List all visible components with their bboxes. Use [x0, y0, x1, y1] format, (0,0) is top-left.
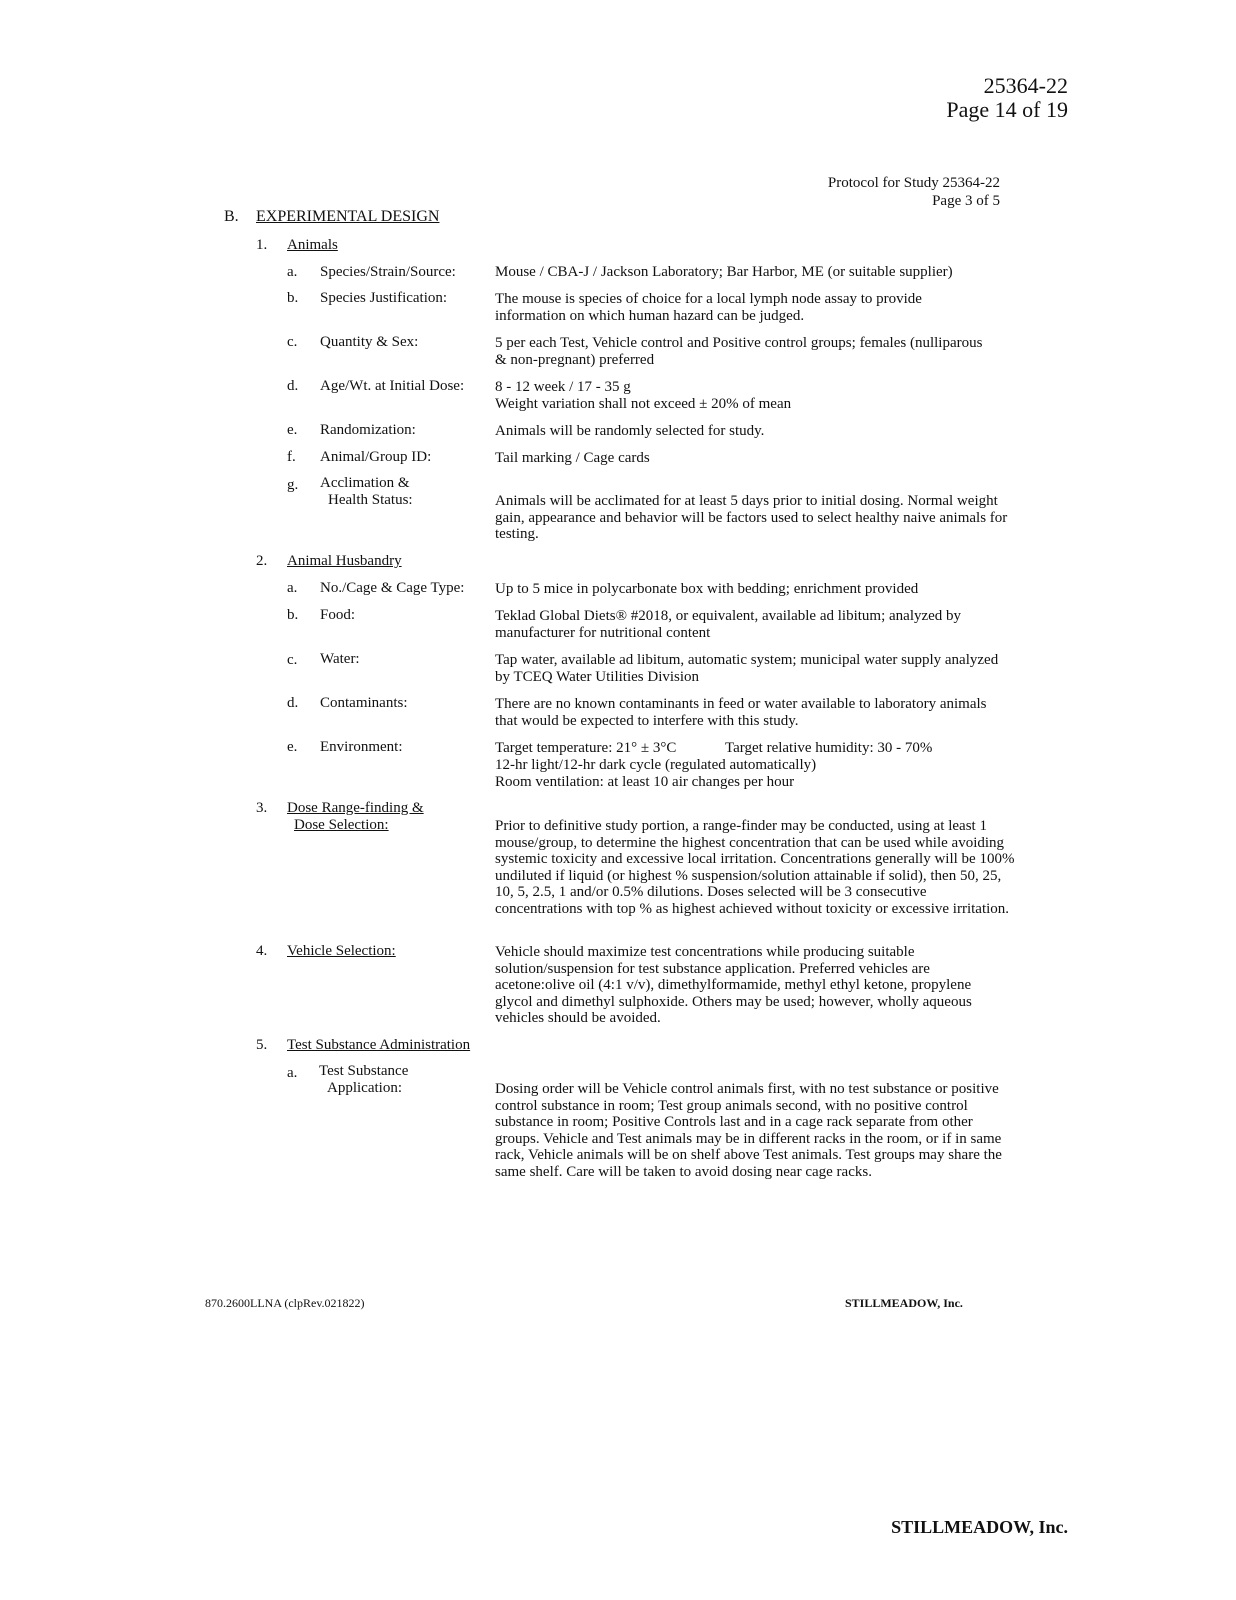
row-value-line3: Room ventilation: at least 10 air changes per hour: [495, 774, 795, 790]
protocol-page-number: Page 3 of 5: [932, 193, 1000, 209]
document-id: 25364-22: [983, 73, 1068, 98]
row-letter: b.: [287, 607, 299, 623]
row-value: Animals will be acclimated for at least 5 days prior to initial dosing. Normal weight gain, appearance and behavior will be factors used to select healthy naive animals for testing.: [495, 493, 1008, 542]
row-label: Food:: [320, 607, 356, 623]
row-value: 8 - 12 week / 17 - 35 g: [495, 379, 631, 395]
row-value: 5 per each Test, Vehicle control and Positive control groups; females (nulliparous & non-pregnant) preferred: [495, 335, 983, 368]
item-number: 2.: [256, 553, 268, 569]
row-label: Species Justification:: [320, 290, 448, 306]
row-letter: d.: [287, 378, 299, 394]
item-number: 3.: [256, 800, 268, 816]
row-label: Contaminants:: [320, 695, 408, 711]
row-value: Target temperature: 21° ± 3°C: [495, 740, 677, 756]
row-value: The mouse is species of choice for a local lymph node assay to provide information on which human hazard can be judged.: [495, 291, 922, 324]
item-title-husbandry: Animal Husbandry: [287, 553, 402, 569]
footer-company: STILLMEADOW, Inc.: [845, 1296, 963, 1310]
row-value: There are no known contaminants in feed or water available to laboratory animals that would be expected to interfere with this study.: [495, 696, 987, 729]
row-value: Tap water, available ad libitum, automatic system; municipal water supply analyzed by TCEQ Water Utilities Division: [495, 652, 999, 685]
row-letter: e.: [287, 422, 298, 438]
row-letter: g.: [287, 477, 299, 493]
row-label: Acclimation &: [320, 475, 410, 491]
item-title-admin: Test Substance Administration: [287, 1037, 471, 1053]
row-letter: c.: [287, 652, 298, 668]
item-title-dose-range-line2: Dose Selection:: [294, 817, 389, 833]
company-name: STILLMEADOW, Inc.: [891, 1517, 1068, 1537]
item-number: 5.: [256, 1037, 268, 1053]
item-title-dose-range: Dose Range-finding &: [287, 800, 424, 816]
row-value: Animals will be randomly selected for study.: [495, 423, 765, 439]
row-letter: a.: [287, 1065, 298, 1081]
row-letter: d.: [287, 695, 299, 711]
row-value: Mouse / CBA-J / Jackson Laboratory; Bar Harbor, ME (or suitable supplier): [495, 264, 953, 280]
row-label: Environment:: [320, 739, 403, 755]
row-value-humidity: Target relative humidity: 30 - 70%: [725, 740, 933, 756]
item-value: Vehicle should maximize test concentrations while producing suitable solution/suspension for test substance application. Preferred vehicles are acetone:olive oil (4:1 v/v), dimethylformamide, methyl ethyl ketone, propylene glycol and dimethyl sulphoxide. Others may be used; however, wholly aqueous vehicles should be avoided.: [495, 944, 972, 1026]
row-value-line2: Weight variation shall not exceed ± 20% of mean: [495, 396, 792, 412]
row-value: Tail marking / Cage cards: [495, 450, 650, 466]
row-letter: f.: [287, 449, 296, 465]
section-title: EXPERIMENTAL DESIGN: [256, 208, 440, 225]
row-label: Animal/Group ID:: [320, 449, 432, 465]
row-label-line2: Health Status:: [328, 492, 413, 508]
section-letter: B.: [224, 208, 239, 225]
protocol-title: Protocol for Study 25364-22: [827, 175, 1000, 191]
row-label: Species/Strain/Source:: [320, 264, 456, 280]
row-value: Dosing order will be Vehicle control animals first, with no test substance or positive control substance in room; Test group animals second, with no positive control substance in room; Positive Controls last and in a cage rack separate from other groups. Vehicle and Test animals may be in different racks in the room, or if in same rack, Vehicle animals will be on shelf above Test animals. Test groups may share the same shelf. Care will be taken to avoid dosing near cage racks.: [495, 1081, 1002, 1180]
row-label: Age/Wt. at Initial Dose:: [320, 378, 465, 394]
form-identifier: 870.2600LLNA (clpRev.021822): [205, 1296, 365, 1310]
row-label: Water:: [320, 651, 360, 667]
row-label-line2: Application:: [327, 1080, 402, 1096]
row-value: Teklad Global Diets® #2018, or equivalent, available ad libitum; analyzed by manufacturer for nutritional content: [495, 608, 962, 641]
row-letter: c.: [287, 334, 298, 350]
page-number: Page 14 of 19: [946, 97, 1068, 122]
row-letter: a.: [287, 264, 298, 280]
row-label: Test Substance: [319, 1063, 409, 1079]
row-letter: b.: [287, 290, 299, 306]
item-number: 1.: [256, 237, 268, 253]
item-value: Prior to definitive study portion, a range-finder may be conducted, using at least 1 mouse/group, to determine the highest concentration that can be used while avoiding systemic toxicity and excessive local irritation. Concentrations generally will be 100% undiluted if liquid (or highest % suspension/solution attainable if solid), then 50, 25, 10, 5, 2.5, 1 and/or 0.5% dilutions. Doses selected will be 3 consecutive concentrations with top % as highest achieved without toxicity or excessive irritation.: [495, 818, 1015, 917]
row-letter: e.: [287, 739, 298, 755]
row-value-line2: 12-hr light/12-hr dark cycle (regulated automatically): [495, 757, 817, 773]
row-label: Quantity & Sex:: [320, 334, 419, 350]
item-title-vehicle: Vehicle Selection:: [287, 943, 396, 959]
row-label: Randomization:: [320, 422, 416, 438]
row-value: Up to 5 mice in polycarbonate box with bedding; enrichment provided: [495, 581, 919, 597]
item-number: 4.: [256, 943, 268, 959]
item-title-animals: Animals: [287, 237, 338, 253]
row-letter: a.: [287, 580, 298, 596]
row-label: No./Cage & Cage Type:: [320, 580, 465, 596]
